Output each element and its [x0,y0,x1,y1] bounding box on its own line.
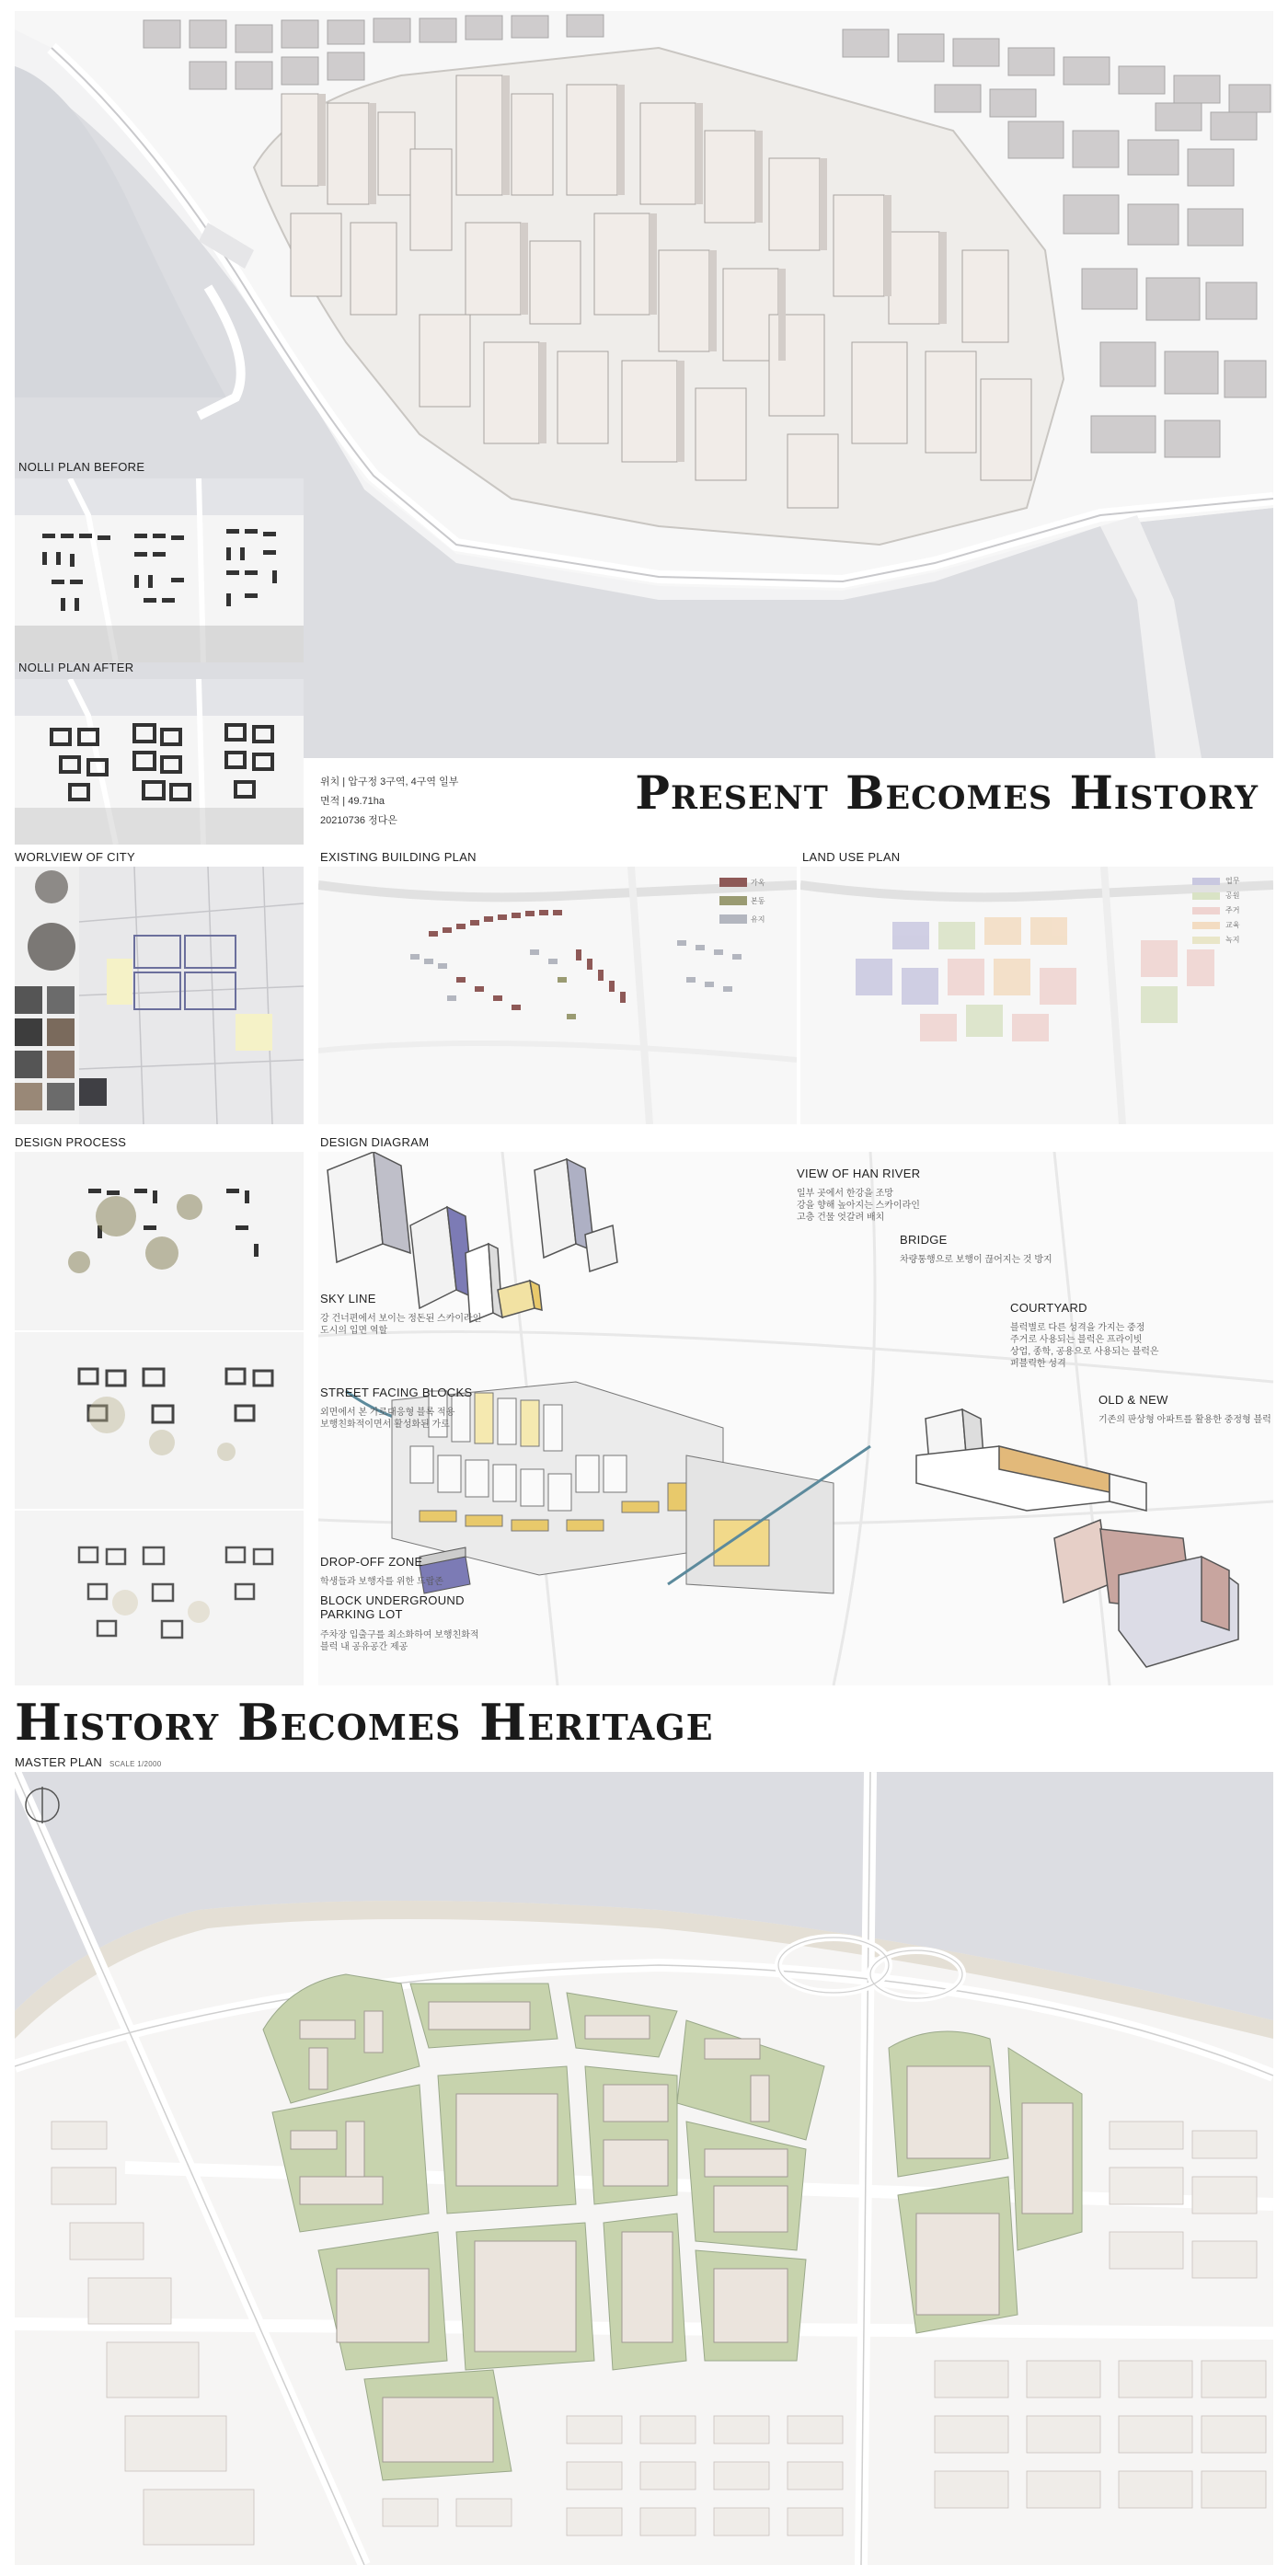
project-author: 20210736 정다은 [320,815,397,826]
design-process-label: DESIGN PROCESS [15,1135,127,1149]
annotation-courtyard-line-3: 상업, 종학, 공용으로 사용되는 블럭은 [1010,1347,1159,1357]
design-diagram-label: DESIGN DIAGRAM [320,1135,430,1149]
annotation-oldnew-line-1: 기존의 판상형 아파트를 활용한 중정형 블럭 [1098,1415,1271,1425]
annotation-parking-line-2: 블럭 내 공유공간 제공 [320,1642,408,1652]
annotation-parking-title: BLOCK UNDERGROUND PARKING LOT [320,1593,465,1621]
annotation-skyline-line-1: 강 건너편에서 보이는 정돈된 스카이라인 [320,1314,482,1324]
project-info [320,773,458,831]
project-location: 위치 | 압구정 3구역, 4구역 일부 [320,776,459,788]
annotation-courtyard-line-4: 퍼블릭한 성격 [1010,1359,1066,1369]
annotation-street-line-2: 보행친화적이면서 활성화된 가로 [320,1420,450,1430]
nolli-after-plan [15,679,304,845]
annotation-dropoff-title: DROP-OFF ZONE [320,1555,423,1569]
annotation-skyline-line-2: 도시의 입면 역할 [320,1326,388,1336]
existing-building-drawing [318,867,797,1124]
worldview-panel [15,867,304,1124]
annotation-view-line-3: 고층 건물 엇갈려 배치 [797,1213,885,1223]
landuse-panel [800,867,1273,1124]
landuse-legend-3: 주거 [1225,906,1240,914]
nolli-after-label: NOLLI PLAN AFTER [18,661,134,674]
annotation-courtyard-line-2: 주거로 사용되는 블럭은 프라이빗 [1010,1335,1143,1345]
annotation-bridge-title: BRIDGE [900,1233,948,1247]
landuse-legend-1: 업무 [1225,877,1240,885]
annotation-courtyard-title: COURTYARD [1010,1301,1087,1315]
annotation-street-line-1: 외면에서 본 가로대응형 블록 적용 [320,1408,455,1418]
landuse-drawing [800,867,1273,1124]
masterplan-panel [15,1772,1273,2565]
existing-legend-1: 가옥 [751,879,765,887]
existing-legend-3: 유지 [751,915,765,924]
masterplan-label [15,1755,162,1769]
annotation-skyline-title: SKY LINE [320,1292,376,1305]
existing-legend-2: 본동 [751,897,765,905]
hero-title: Present Becomes History [635,765,1259,820]
masterplan-drawing [15,1772,1273,2565]
annotation-bridge-line-1: 차량통행으로 보행이 끊어지는 것 방지 [900,1255,1052,1265]
nolli-after-drawing [15,679,304,845]
annotation-view-line-1: 일부 곳에서 한강을 조망 [797,1189,893,1199]
worldview-label: WORLVIEW OF CITY [15,850,135,864]
project-area: 면적 | 49.71ha [320,796,385,807]
landuse-legend-4: 교육 [1225,921,1240,929]
annotation-parking-line-1: 주차장 입출구를 최소화하여 보행친화적 [320,1630,479,1640]
landuse-legend-2: 공원 [1225,891,1240,900]
process-step-1 [15,1152,304,1330]
landuse-label: LAND USE PLAN [802,850,901,864]
nolli-before-drawing [15,478,304,662]
nolli-before-plan [15,478,304,662]
masterplan-title: MASTER PLAN [15,1755,103,1769]
annotation-view-line-2: 강을 향해 높아지는 스카이라인 [797,1201,920,1211]
heritage-title: History Becomes Heritage [15,1693,714,1752]
landuse-legend-5: 녹지 [1225,936,1240,944]
nolli-before-label: NOLLI PLAN BEFORE [18,460,145,474]
worldview-drawing [15,867,304,1124]
existing-building-panel [318,867,797,1124]
annotation-street-title: STREET FACING BLOCKS [320,1386,473,1399]
design-diagram-panel [318,1152,1273,1685]
annotation-view-title: VIEW OF HAN RIVER [797,1167,921,1180]
annotation-dropoff-line-1: 학생들과 보행자를 위한 드랍존 [320,1577,443,1587]
masterplan-scale: SCALE 1/2000 [109,1760,162,1768]
process-step-2 [15,1332,304,1509]
existing-label: EXISTING BUILDING PLAN [320,850,477,864]
process-step-3 [15,1511,304,1685]
annotation-courtyard-line-1: 블럭별로 다른 성격을 가지는 중정 [1010,1323,1145,1333]
annotation-oldnew-title: OLD & NEW [1098,1393,1168,1407]
